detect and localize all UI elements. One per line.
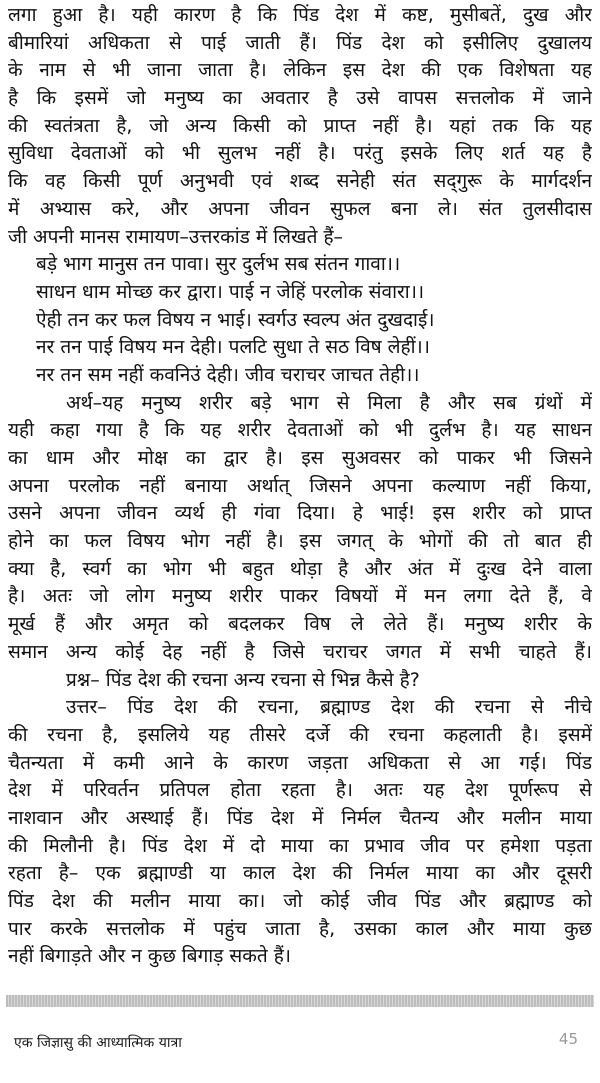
page-body-text — [8, 2, 592, 971]
text-line: नहीं बिगाड़ते और न कुछ बिगाड़ सकते हैं। — [8, 945, 291, 968]
text-line: होने का फल विषय भोग नहीं है। इस जगत् के भोगों की तो बात ही — [8, 530, 592, 553]
text-line: अपना परलोक नहीं बनाया अर्थात् जिसने अपना कल्याण नहीं किया, — [8, 474, 592, 497]
footer-book-title: एक जिज्ञासु की आध्यात्मिक यात्रा — [14, 1035, 182, 1051]
text-line: उत्तर– पिंड देश की रचना, ब्रह्माण्ड देश की रचना से नीचे — [66, 696, 592, 719]
paragraph-answer — [8, 694, 592, 971]
verse-line: नर तन पाई विषय मन देही। पलटि सुधा ते सठ विष लेहीं।। — [36, 336, 430, 359]
text-line: कि वह किसी पूर्ण अनुभवी एवं शब्द सनेही संत सद्‌गुरू के मार्गदर्शन — [8, 170, 592, 193]
text-line: जी अपनी मानस रामायण–उत्तरकांड में लिखते हैं– — [8, 225, 344, 248]
text-line: पिंड देश की मलीन माया का। जो कोई जीव पिंड और ब्रह्माण्ड को — [8, 890, 592, 912]
text-line: है कि इसमें जो मनुष्य का अवतार है उसे वापस सत्तलोक में जाने — [8, 87, 592, 110]
text-line: की स्वतंत्रता है, जो अन्य किसी को प्राप्त नहीं है। यहां तक कि यह — [8, 114, 592, 137]
text-line: उसने अपना जीवन व्यर्थ ही गंवा दिया। हे भाई! इस शरीर को प्राप्त — [8, 502, 592, 525]
text-line: चैतन्यता में कमी आने के कारण जड़ता अधिकता से आ गई। पिंड — [8, 751, 592, 774]
text-line: समान अन्य कोई देह नहीं है जिसे चराचर जगत में सभी चाहते हैं। — [8, 640, 592, 663]
text-line: सुविधा देवताओं को भी सुलभ नहीं है। परंतु इसके लिए शर्त यह है — [8, 142, 592, 165]
text-line: नाशवान और अस्थाई हैं। पिंड देश में निर्मल चैतन्य और मलीन माया — [8, 806, 592, 829]
verse-line: बड़े भाग मानुस तन पावा। सुर दुर्लभ सब संतन गावा।। — [36, 253, 401, 276]
text-line: मूर्ख हैं और अमृत को बदलकर विष ले लेते हैं। मनुष्य शरीर के — [8, 613, 592, 636]
text-line: की रचना है, इसलिये यह तीसरे दर्जे की रचना कहलाती है। इसमें — [8, 723, 592, 746]
text-line: में अभ्यास करे, और अपना जीवन सुफल बना ले। संत तुलसीदास — [8, 197, 592, 220]
verse-quotation — [8, 251, 592, 389]
text-line: है। अतः जो लोग मनुष्य शरीर पाकर विषयों में मन लगा देते हैं, वे — [8, 585, 592, 608]
text-line: अर्थ–यह मनुष्य शरीर बड़े भाग से मिला है और सब ग्रंथों में — [66, 391, 592, 414]
footer-divider — [6, 995, 594, 1007]
verse-line: नर तन सम नहीं कवनिउं देही। जीव चराचर जाचत तेही।। — [36, 363, 420, 386]
text-line: बीमारियां अधिकता से पाई जाती हैं। पिंड देश को इसीलिए दुखालय — [8, 31, 592, 54]
text-line: पार करके सत्तलोक में पहुंच जाता है, उसका काल और माया कुछ — [8, 917, 592, 940]
paragraph-continued — [8, 2, 592, 251]
text-line: देश में परिवर्तन प्रतिपल होता रहता है। अतः यह देश पूर्णरूप से — [8, 779, 592, 802]
paragraph-meaning — [8, 390, 592, 667]
verse-line: ऐही तन कर फल विषय न भाई। स्वर्गउ स्वल्प अंत दुखदाई। — [36, 308, 435, 331]
verse-line: साधन धाम मोच्छ कर द्वारा। पाई न जेहिं परलोक संवारा।। — [36, 280, 425, 303]
text-line: का धाम और मोक्ष का द्वार है। इस सुअवसर को पाकर भी जिसने — [8, 447, 592, 469]
text-line: की मिलौनी है। पिंड देश में दो माया का प्रभाव जीव पर हमेशा पड़ता — [8, 834, 592, 857]
text-line: क्या है, स्वर्ग का भोग भी बहुत थोड़ा है और अंत में दुःख देने वाला — [8, 557, 592, 580]
text-line: के नाम से भी जाना जाता है। लेकिन इस देश की एक विशेषता यह — [8, 59, 592, 82]
page-number: 45 — [558, 1030, 578, 1048]
text-line: यही कहा गया है कि यह शरीर देवताओं को भी दुर्लभ है। यह साधन — [8, 419, 592, 442]
text-line: लगा हुआ है। यही कारण है कि पिंड देश में कष्ट, मुसीबतें, दुख और — [8, 4, 592, 26]
question-line: प्रश्न– पिंड देश की रचना अन्य रचना से भिन्न कैसे है? — [66, 668, 420, 691]
text-line: रहता है– एक ब्रह्माण्डी या काल देश की निर्मल माया का और दूसरी — [8, 862, 592, 885]
